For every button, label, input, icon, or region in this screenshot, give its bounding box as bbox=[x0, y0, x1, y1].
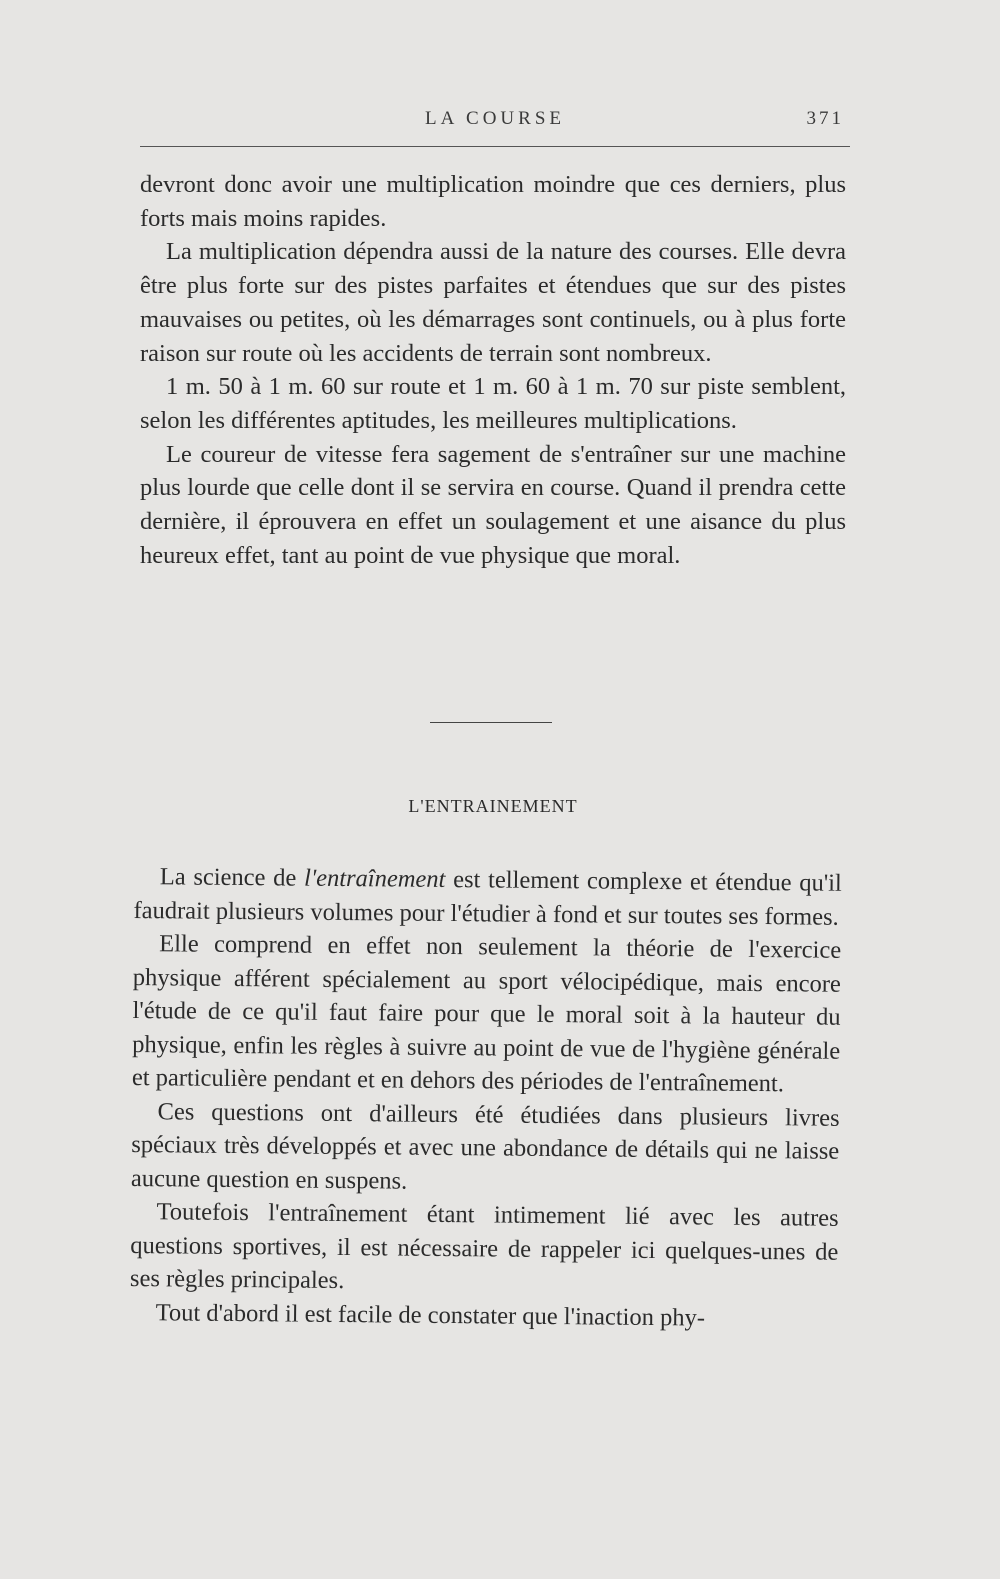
page-header bbox=[140, 104, 850, 134]
paragraph: Le coureur de vitesse fera sagement de s'entraîner sur une machine plus lourde que celle dont il se servira en course. Quand il prendra cette dernière, il éprouvera en effet un soulagement et une aisance du plus heureux effet, tant au point de vue physique que moral. bbox=[140, 440, 846, 569]
paragraph: Elle comprend en effet non seulement la théorie de l'exercice physique afférent spécialement au sport vélocipédique, mais encore l'étude de ce qu'il faut faire pour que le moral soit à la hauteur du physique, enfin les règles à suivre au point de vue de l'hygiène générale et particulière pendant et en dehors des périodes de l'entraînement. bbox=[131, 930, 842, 1098]
paragraph: Toutefois l'entraînement étant intimement lié avec les autres questions sportives, il est nécessaire de rappeler ici quelques-unes de ses règles principales. bbox=[129, 1198, 839, 1295]
header-rule bbox=[140, 146, 850, 147]
intro-text-after: est tellement complexe et étendue qu'il faudrait plusieurs volumes pour l'étudier à fond et sur toutes ses formes. bbox=[133, 865, 842, 931]
paragraph-intro bbox=[133, 860, 842, 934]
paragraph: Ces questions ont d'ailleurs été étudiées dans plusieurs livres spéciaux très développés et avec une abondance de détails qui ne laisse aucune question en suspens. bbox=[130, 1097, 840, 1195]
running-title: LA COURSE bbox=[425, 108, 565, 129]
section-heading: L'ENTRAINEMENT bbox=[408, 796, 578, 816]
intro-text-before: La science de bbox=[159, 863, 305, 892]
intro-italic-term: l'entraînement bbox=[303, 864, 446, 893]
text-block-top bbox=[140, 168, 846, 572]
paragraph: Tout d'abord il est facile de constater que l'inaction phy- bbox=[155, 1298, 706, 1332]
section-divider bbox=[430, 722, 552, 723]
paragraph: 1 m. 50 à 1 m. 60 sur route et 1 m. 60 à 1 m. 70 sur piste semblent, selon les différentes aptitudes, les meilleures multiplications. bbox=[140, 373, 846, 434]
paragraph: La multiplication dépendra aussi de la nature des courses. Elle devra être plus forte sur des pistes parfaites et étendues que sur des pistes mauvaises ou petites, où les démarrages sont continuels, ou à plus forte raison sur route où les accidents de terrain sont nombreux. bbox=[140, 238, 846, 367]
paragraph: devront donc avoir une multiplication moindre que ces derniers, plus forts mais moins rapides. bbox=[140, 171, 846, 232]
page-number: 371 bbox=[806, 108, 844, 129]
text-block-section bbox=[129, 860, 841, 1336]
